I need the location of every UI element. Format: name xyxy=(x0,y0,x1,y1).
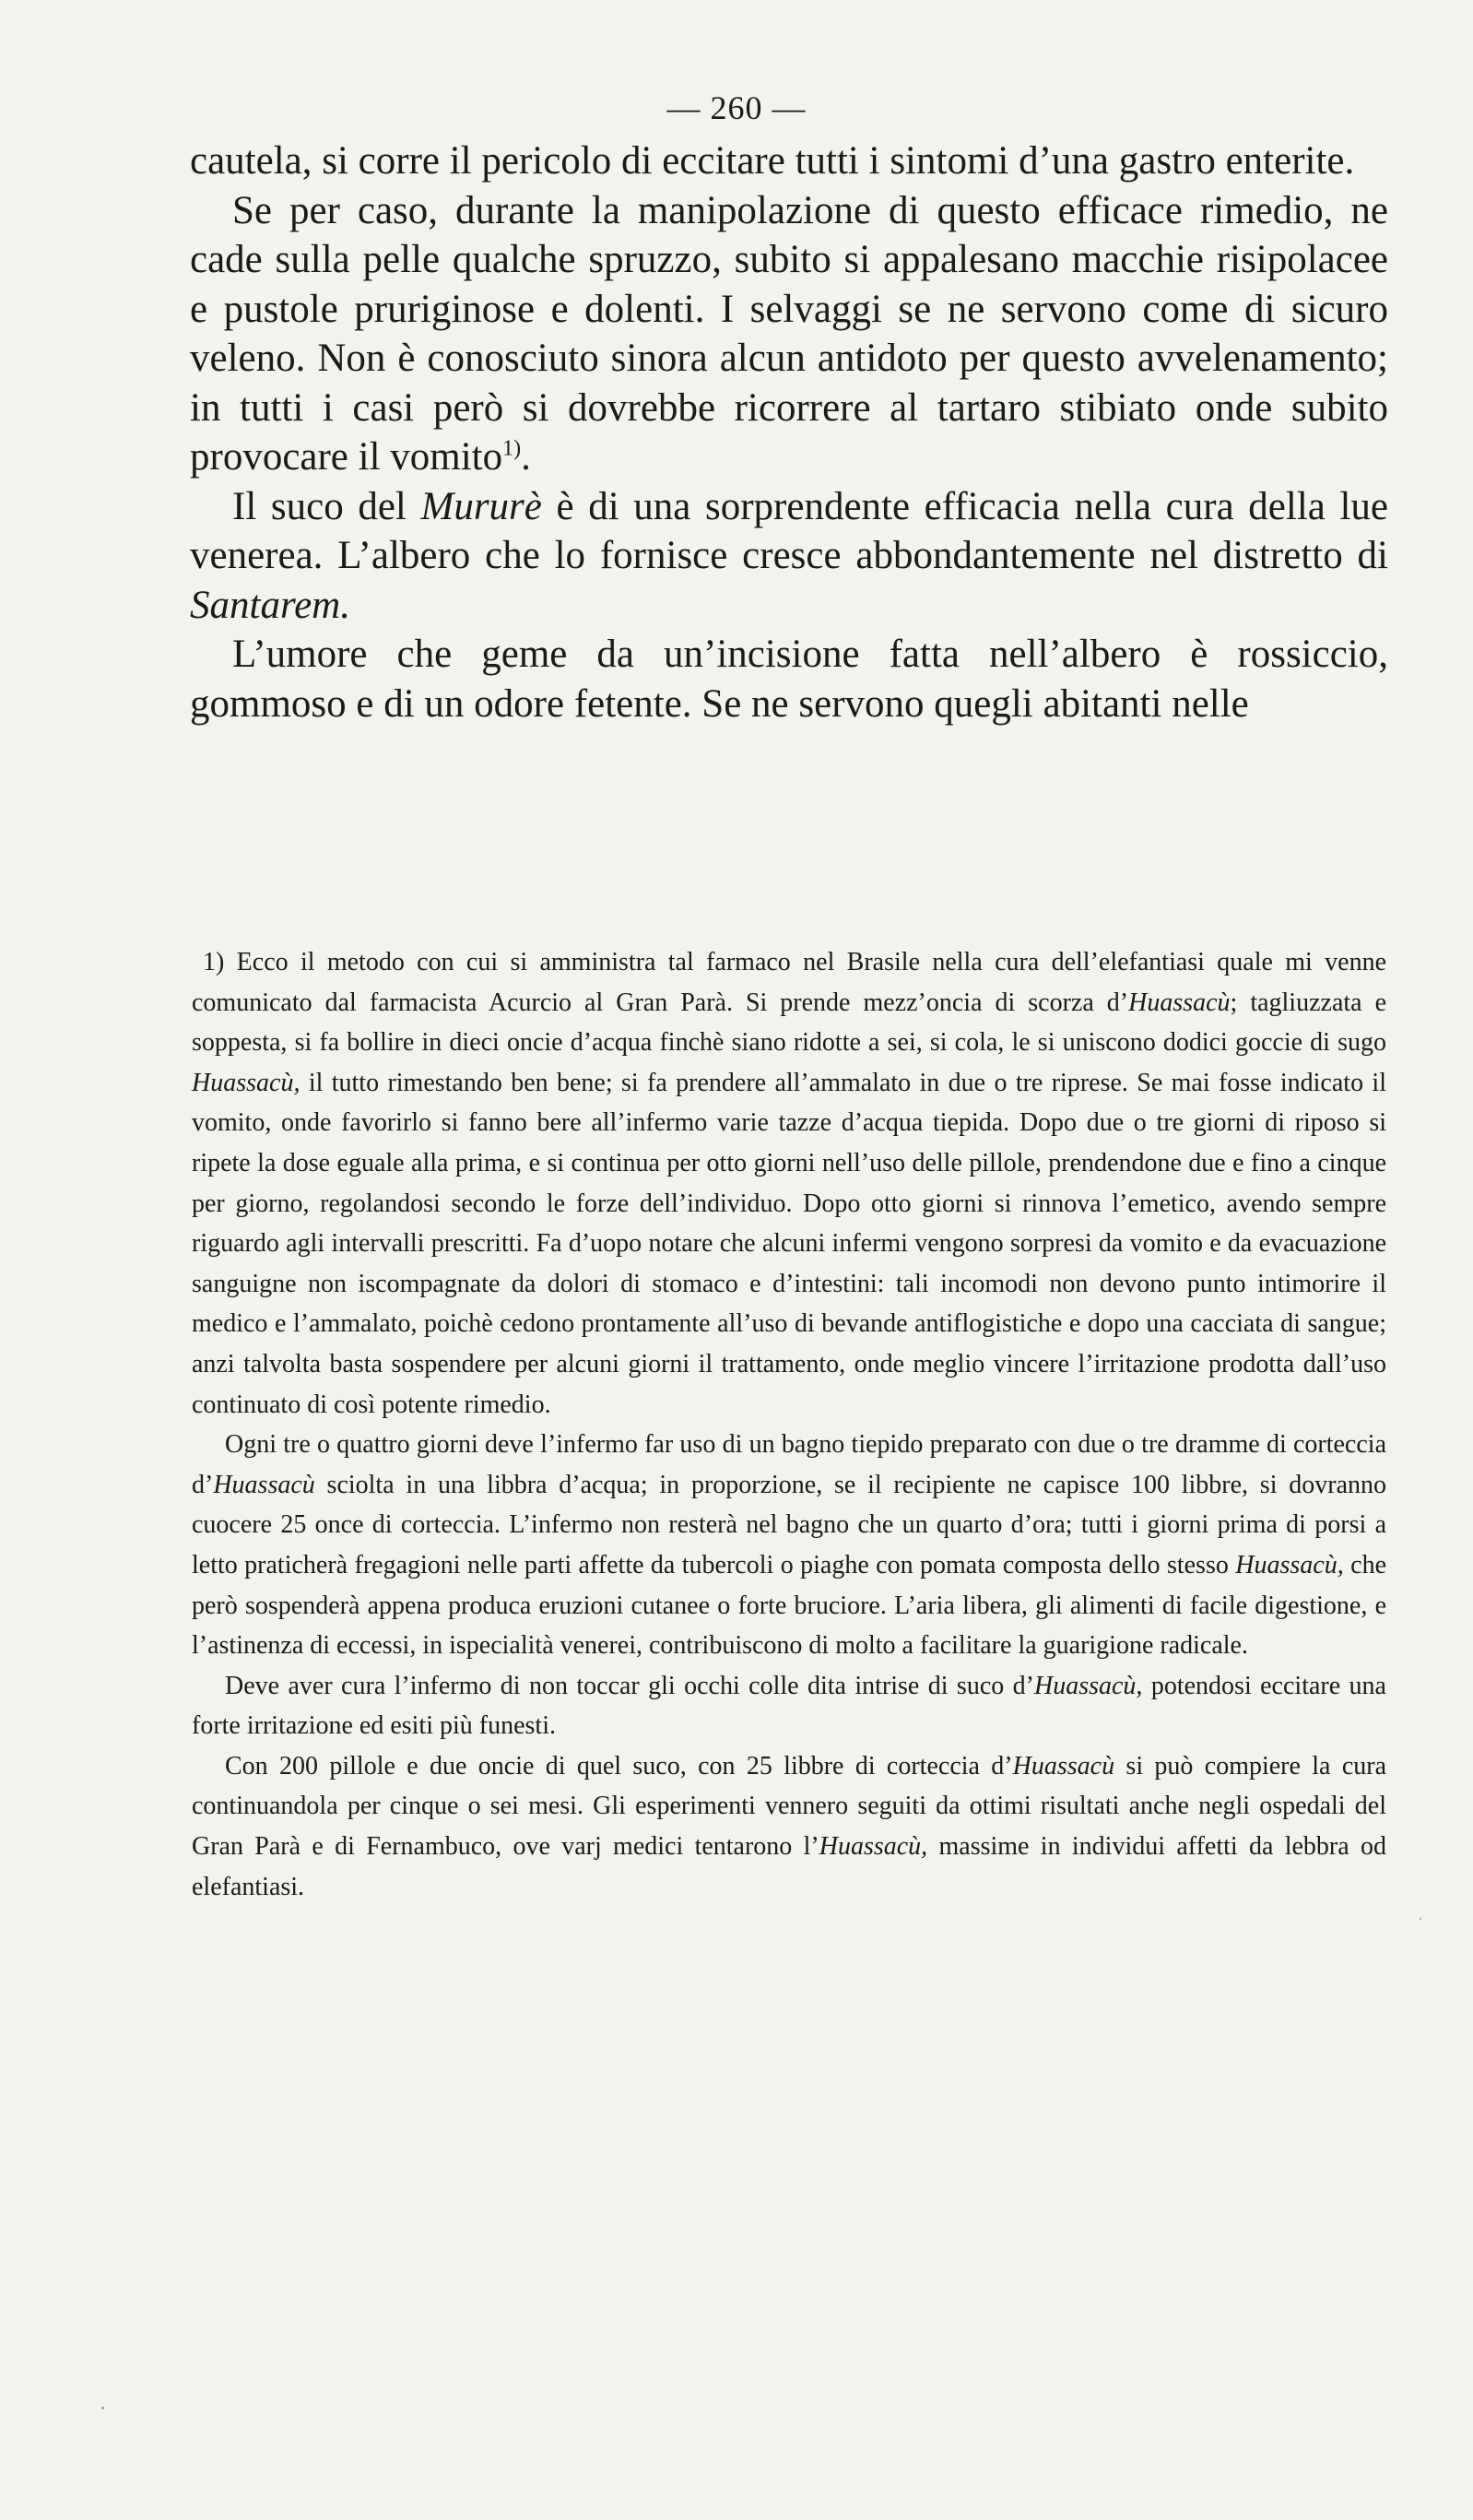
term-huassacu: Huassacù, xyxy=(819,1832,928,1862)
footnote-text: potendosi eccitare una forte irritazione ed esiti più funesti. xyxy=(192,1671,1386,1741)
paper-speck xyxy=(1420,1918,1421,1920)
paragraph-text: L’umore che geme da un’incisione fatta nell’albero è rossiccio, gommoso e di un odore fetente. Se ne servono quegli abitanti nelle xyxy=(190,633,1388,726)
footnote-paragraph-pillole xyxy=(192,1746,1386,1907)
paragraph-rimedio xyxy=(190,186,1388,482)
term-huassacu: Huassacù, xyxy=(1235,1550,1344,1579)
place-santarem: Santarem. xyxy=(190,583,350,627)
footnote-text: Con 200 pillole e due oncie di quel suco, con 25 libbre di corteccia d’ xyxy=(225,1751,1013,1781)
paragraph-text: cautela, si corre il pericolo di eccitare tutti i sintomi d’una gastro enterite. xyxy=(190,139,1355,183)
footnote-text: si può compiere la cura continuandola per cinque o sei mesi. Gli esperimenti vennero seguiti da ottimi risultati anche negli ospedali del Gran Parà e di Fernambuco, ove varj medici tentarono l’ xyxy=(192,1751,1386,1862)
term-huassacu: Huassacù, xyxy=(192,1068,300,1097)
footnote-text: Deve aver cura l’infermo di non toccar gli occhi colle dita intrise di suco d’ xyxy=(225,1671,1034,1700)
footnote-text: ; tagliuzzata e soppesta, si fa bollire in dieci oncie d’acqua finchè siano ridotte a sei, si cola, le si uniscono dodici goccie di sugo xyxy=(192,988,1386,1058)
footnote-text: 1) Ecco il metodo con cui si amministra tal farmaco nel Brasile nella cura dell’elefantiasi quale mi venne comunicato dal farmacista Acurcio al Gran Parà. Si prende mezz’oncia di scorza d’ xyxy=(192,948,1386,1017)
footnote-1 xyxy=(192,942,1386,1425)
footnote-text: il tutto rimestando ben bene; si fa prendere all’ammalato in due o tre riprese. Se mai fosse indicato il vomito, onde favorirlo si fanno bere all’infermo varie tazze d’acqua tiepida. Dopo due o tre giorni di riposo si ripete la dose eguale alla prima, e si continua per otto giorni nell’uso delle pillole, prendendone due e fino a cinque per giorno, regolandosi secondo le forze dell’individuo. Dopo otto giorni si rinnova l’emetico, avendo sempre riguardo agli intervalli prescritti. Fa d’uopo notare che alcuni infermi vengono sorpresi da vomito e da evacuazione sanguigne non iscompagnate da dolori di stomaco e d’intestini: tali incomodi non devono punto intimorire il medico e l’ammalato, poichè cedono prontamente all’uso di bevande antiflogistiche e dopo una cacciata di sangue; anzi talvolta basta sospendere per alcuni giorni il trattamento, onde meglio vincere l’irritazione prodotta dall’uso continuato di così potente rimedio. xyxy=(192,1068,1386,1419)
footnote-text: massime in individui affetti da lebbra od elefantiasi. xyxy=(192,1832,1387,1901)
term-huassacu: Huassacù, xyxy=(1033,1671,1143,1700)
paper-speck xyxy=(101,2407,104,2409)
paragraph-continuation xyxy=(190,136,1388,186)
main-text xyxy=(190,136,1388,728)
page-number: — 260 — xyxy=(666,89,807,126)
paragraph-umore xyxy=(190,630,1388,728)
paragraph-text: Il suco del xyxy=(232,484,421,528)
footnote-text: Ogni tre o quattro giorni deve l’infermo far uso di un bagno tiepido preparato con due o tre dramme di corteccia d’ xyxy=(192,1430,1386,1499)
paragraph-murure xyxy=(190,482,1388,631)
paragraph-text: . xyxy=(521,435,531,479)
paragraph-text: è di una sorprendente efficacia nella cura della lue venerea. L’albero che lo fornisce cresce abbondantemente nel distretto di xyxy=(190,484,1389,577)
footnote-paragraph-bagno xyxy=(192,1425,1386,1666)
footnote-paragraph-occhi xyxy=(192,1666,1386,1746)
footnote-reference[interactable]: 1) xyxy=(502,436,522,461)
term-huassacu: Huassacù xyxy=(1012,1751,1115,1781)
footnote-text: sciolta in una libbra d’acqua; in proporzione, se il recipiente ne capisce 100 libbre, si dovranno cuocere 25 once di corteccia. L’infermo non resterà nel bagno che un quarto d’ora; tutti i giorni prima di porsi a letto praticherà fregagioni nelle parti affette da tubercoli o piaghe con pomata composta dello stesso xyxy=(192,1470,1386,1579)
term-huassacu: Huassacù xyxy=(1128,988,1231,1017)
footnotes xyxy=(192,942,1386,1907)
term-huassacu: Huassacù xyxy=(213,1470,315,1499)
paragraph-text: Se per caso, durante la manipolazione di questo efficace rimedio, ne cade sulla pelle qualche spruzzo, subito si appalesano macchie risipolacee e pustole pruriginose e dolenti. I selvaggi se ne servono come di sicuro veleno. Non è conosciuto sinora alcun antidoto per questo avvelenamento; in tutti i casi però si dovrebbe ricorrere al tartaro stibiato onde subito provocare il vomito xyxy=(190,188,1388,479)
footnote-text: che però sospenderà appena produca eruzioni cutanee o forte bruciore. L’aria libera, gli alimenti di facile digestione, e l’astinenza di eccessi, in ispecialità venerei, contribuiscono di molto a facilitare la guarigione radicale. xyxy=(192,1550,1387,1661)
term-murure: Mururè xyxy=(420,484,542,528)
